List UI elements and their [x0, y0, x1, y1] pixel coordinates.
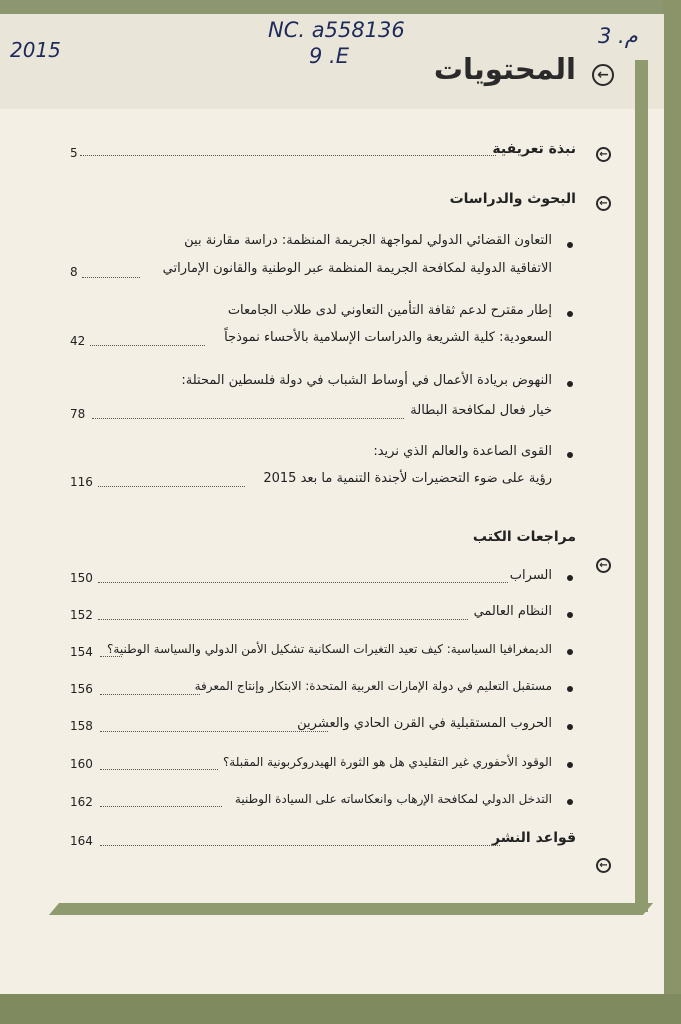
- bullet: [567, 575, 573, 581]
- bullet: [567, 762, 573, 768]
- bullet: [567, 799, 573, 805]
- review-page-number: 160: [70, 757, 93, 771]
- page-frame-bottom: [49, 903, 653, 915]
- leader-dots: [98, 619, 468, 620]
- leader-dots: [92, 418, 404, 419]
- leader-dots: [98, 582, 508, 583]
- page-frame-right: [635, 60, 648, 912]
- rules-arrow-icon: ←: [596, 858, 611, 873]
- leader-dots: [100, 806, 222, 807]
- study-page-number: 116: [70, 475, 93, 489]
- review-title: التدخل الدولي لمكافحة الإرهاب وانعكاساته على السيادة الوطنية: [234, 792, 552, 806]
- review-page-number: 156: [70, 682, 93, 696]
- review-page-number: 150: [70, 571, 93, 585]
- study-title-line1: التعاون القضائي الدولي لمواجهة الجريمة المنظمة: دراسة مقارنة بين: [184, 233, 552, 248]
- review-title: النظام العالمي: [473, 604, 552, 619]
- study-title-line2: خيار فعال لمكافحة البطالة: [410, 403, 552, 418]
- review-page-number: 162: [70, 795, 93, 809]
- intro-page-number: 5: [70, 146, 78, 160]
- page-title: المحتويات: [433, 52, 576, 86]
- handwritten-page-mark: 3 .ﻡ: [598, 24, 638, 48]
- study-title-line1: النهوض بريادة الأعمال في أوساط الشباب في دولة فلسطين المحتلة:: [181, 373, 552, 388]
- leader-dots: [90, 345, 205, 346]
- intro-heading: نبذة تعريفية: [492, 141, 576, 157]
- review-page-number: 158: [70, 719, 93, 733]
- study-title-line1: القوى الصاعدة والعالم الذي نريد:: [373, 444, 552, 459]
- scan-background-bottom: [0, 994, 681, 1024]
- study-page-number: 78: [70, 407, 86, 421]
- study-page-number: 8: [70, 265, 78, 279]
- studies-arrow-icon: ←: [596, 196, 611, 211]
- leader-dots: [100, 731, 328, 732]
- study-page-number: 42: [70, 334, 86, 348]
- review-title: الحروب المستقبلية في القرن الحادي والعشرين: [297, 716, 552, 731]
- bullet: [567, 242, 573, 248]
- review-title: الديمغرافيا السياسية: كيف تعيد التغيرات السكانية تشكيل الأمن الدولي والسياسة الوطنية؟: [107, 642, 552, 656]
- review-title: الوقود الأحفوري غير التقليدي هل هو الثورة الهيدروكربونية المقبلة؟: [222, 755, 552, 769]
- leader-dots: [100, 694, 200, 695]
- review-title: مستقبل التعليم في دولة الإمارات العربية المتحدة: الابتكار وإنتاج المعرفة: [194, 679, 552, 693]
- bullet: [567, 381, 573, 387]
- title-arrow-icon: ←: [592, 64, 614, 86]
- leader-dots: [98, 486, 245, 487]
- handwritten-year: 2015: [10, 38, 61, 62]
- reviews-arrow-icon: ←: [596, 558, 611, 573]
- bullet: [567, 311, 573, 317]
- study-title-line2: السعودية: كلية الشريعة والدراسات الإسلامية بالأحساء نموذجاً: [224, 330, 552, 345]
- review-page-number: 154: [70, 645, 93, 659]
- study-title-line1: إطار مقترح لدعم ثقافة التأمين التعاوني لدى طلاب الجامعات: [227, 303, 552, 318]
- bullet: [567, 724, 573, 730]
- leader-dots: [82, 277, 140, 278]
- bullet: [567, 649, 573, 655]
- review-title: السراب: [509, 568, 552, 583]
- handwritten-catalog-number: NC. a558136: [268, 18, 405, 42]
- scan-background-right: [663, 0, 681, 1024]
- studies-heading: البحوث والدراسات: [449, 191, 576, 207]
- leader-dots: [100, 769, 218, 770]
- reviews-heading: مراجعات الكتب: [472, 529, 576, 545]
- leader-dots: [80, 155, 496, 156]
- leader-dots: [100, 845, 500, 846]
- page-paper: [0, 14, 664, 994]
- bullet: [567, 452, 573, 458]
- rules-page-number: 164: [70, 834, 93, 848]
- leader-dots: [100, 656, 122, 657]
- study-title-line2: الاتفاقية الدولية لمكافحة الجريمة المنظمة عبر الوطنية والقانون الإماراتي: [162, 261, 552, 276]
- rules-heading: قواعد النشر: [492, 830, 576, 846]
- study-title-line2: رؤية على ضوء التحضيرات لأجندة التنمية ما بعد 2015: [263, 471, 552, 486]
- bullet: [567, 612, 573, 618]
- bullet: [567, 686, 573, 692]
- intro-arrow-icon: ←: [596, 147, 611, 162]
- handwritten-shelf-mark: 9 .E: [309, 44, 349, 68]
- review-page-number: 152: [70, 608, 93, 622]
